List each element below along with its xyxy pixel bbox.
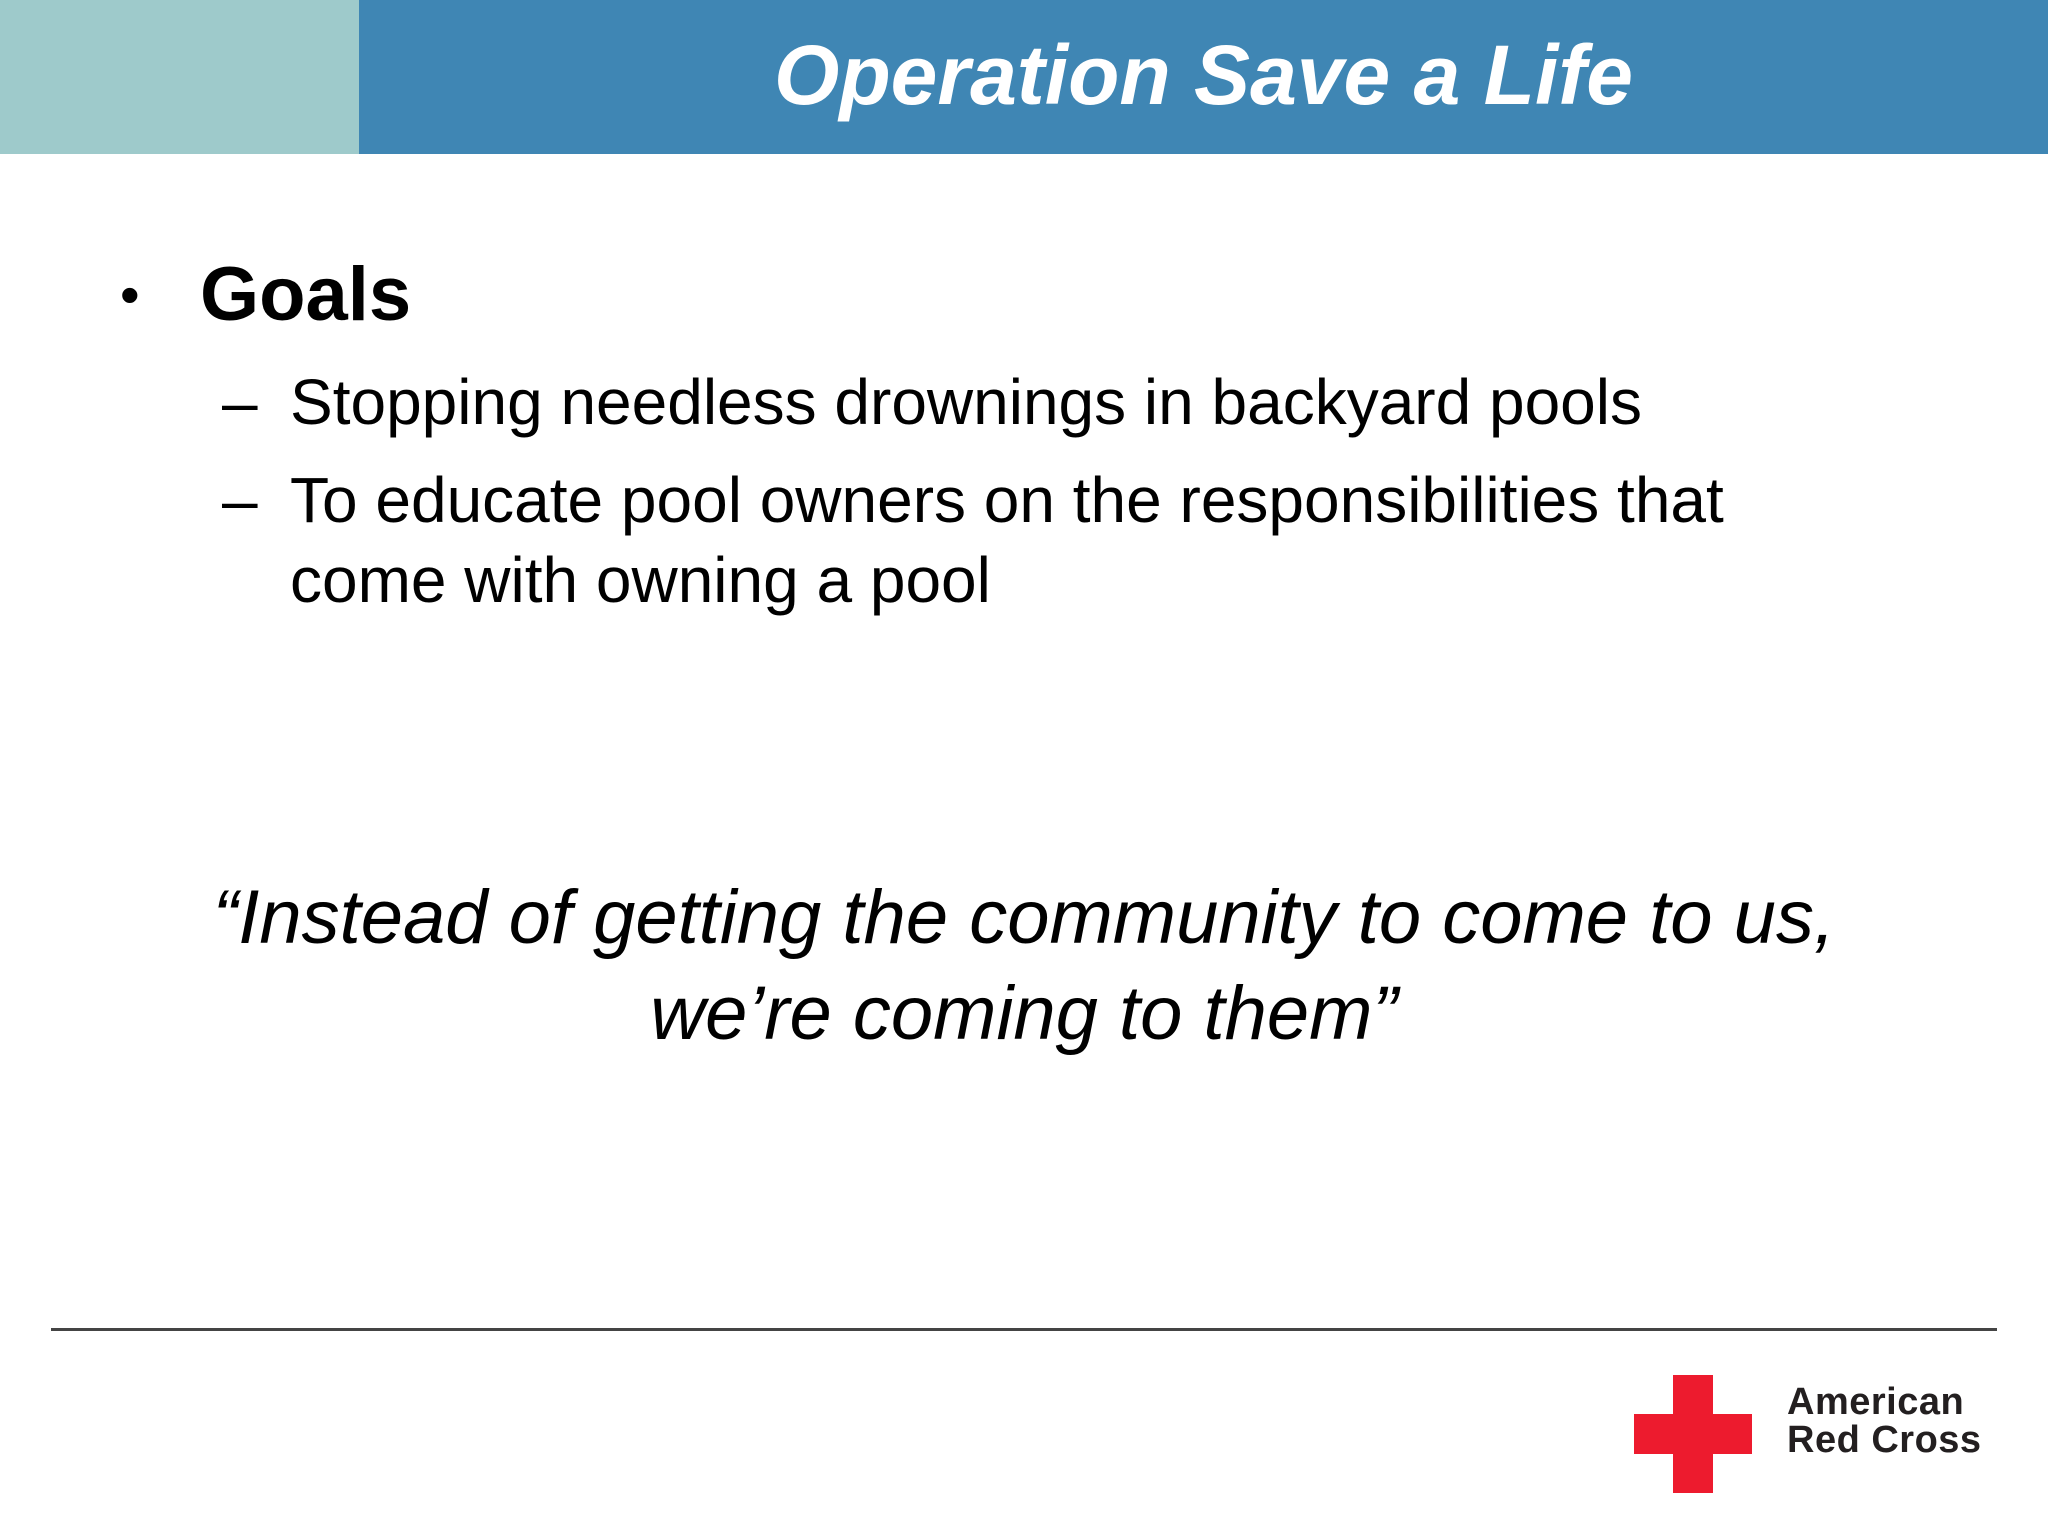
title-bar xyxy=(0,0,2048,154)
red-cross-horizontal-bar xyxy=(1634,1414,1752,1454)
bullet-goals xyxy=(120,250,411,340)
logo-wordmark xyxy=(1787,1383,2007,1459)
bullet-marker: • xyxy=(120,263,140,326)
sub-bullet-item xyxy=(222,460,1890,620)
dash-marker: – xyxy=(222,366,258,438)
footer-divider xyxy=(51,1328,1997,1331)
slide-title: Operation Save a Life xyxy=(774,28,1633,122)
logo-line-2: Red Cross xyxy=(1787,1419,1982,1461)
bullet-heading: Goals xyxy=(200,252,412,337)
sub-bullet-text: Stopping needless drownings in backyard pools xyxy=(290,366,1642,438)
sub-bullet-text: To educate pool owners on the responsibilities that come with owning a pool xyxy=(290,464,1724,616)
american-red-cross-logo xyxy=(1634,1375,2004,1495)
quote-text: “Instead of getting the community to come to us, we’re coming to them” xyxy=(212,875,1836,1056)
dash-marker: – xyxy=(222,464,258,536)
title-bar-accent xyxy=(0,0,359,154)
logo-line-1: American xyxy=(1787,1381,1965,1423)
sub-bullet-item xyxy=(222,362,1890,442)
red-cross-icon xyxy=(1634,1375,1752,1493)
